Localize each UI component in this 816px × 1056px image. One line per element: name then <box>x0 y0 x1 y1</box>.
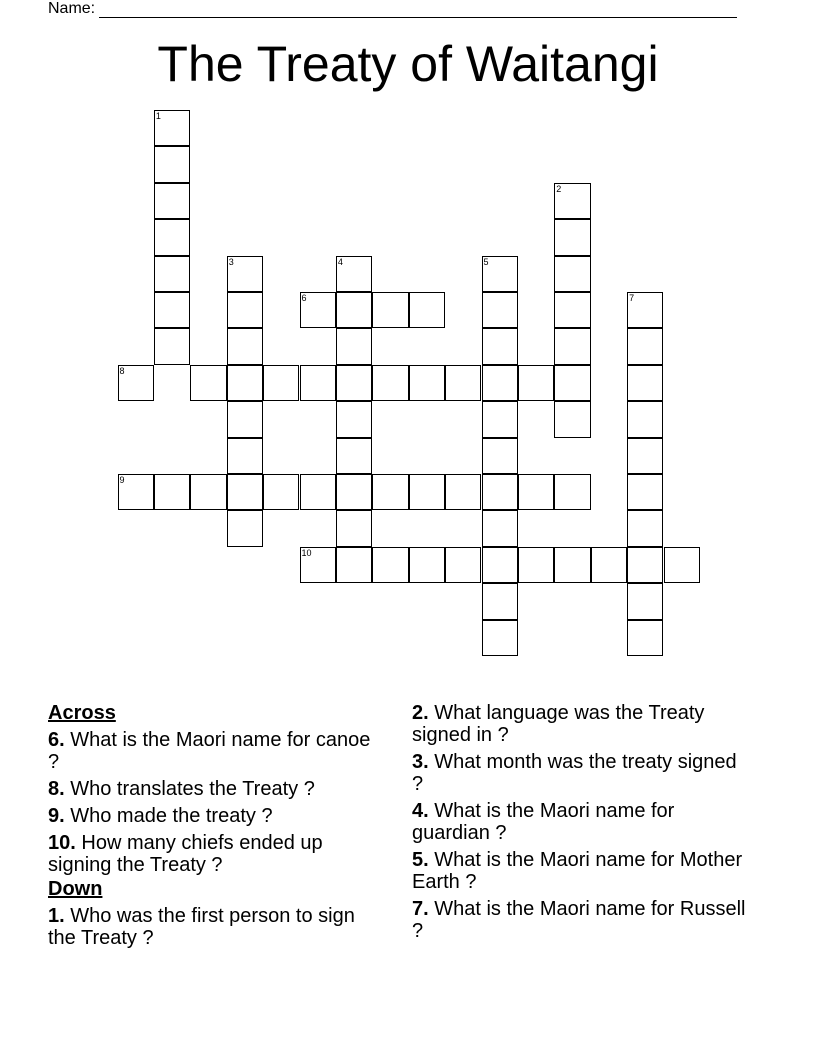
clue-across-6 <box>48 729 378 773</box>
crossword-cell[interactable] <box>482 438 518 474</box>
clue-text: What is the Maori name for Russell ? <box>412 898 746 942</box>
crossword-cell[interactable] <box>554 365 590 401</box>
crossword-cell[interactable] <box>300 474 336 510</box>
crossword-cell[interactable] <box>227 401 263 437</box>
clue-down-5 <box>412 849 752 893</box>
crossword-cell[interactable] <box>627 620 663 656</box>
crossword-cell[interactable] <box>118 474 154 510</box>
crossword-cell[interactable] <box>263 474 299 510</box>
crossword-cell[interactable] <box>554 219 590 255</box>
crossword-cell[interactable] <box>518 474 554 510</box>
clue-number: 4. <box>412 800 429 822</box>
crossword-cell[interactable] <box>554 328 590 364</box>
crossword-cell[interactable] <box>409 474 445 510</box>
crossword-cell[interactable] <box>263 365 299 401</box>
across-heading: Across <box>48 702 116 724</box>
clues-left-column <box>48 702 378 954</box>
clue-down-7 <box>412 898 752 942</box>
clue-number: 1. <box>48 905 65 927</box>
crossword-cell[interactable] <box>627 438 663 474</box>
crossword-cell[interactable] <box>300 365 336 401</box>
crossword-cell[interactable] <box>336 328 372 364</box>
cell-number: 8 <box>119 365 125 376</box>
crossword-cell[interactable] <box>300 547 336 583</box>
crossword-cell[interactable] <box>627 510 663 546</box>
crossword-cell[interactable] <box>482 620 518 656</box>
crossword-cell[interactable] <box>482 328 518 364</box>
cell-number: 4 <box>337 256 343 267</box>
crossword-cell[interactable] <box>518 365 554 401</box>
crossword-cell[interactable] <box>554 547 590 583</box>
clue-text: What language was the Treaty signed in ? <box>412 702 705 746</box>
clue-down-3 <box>412 751 752 795</box>
crossword-cell[interactable] <box>154 474 190 510</box>
crossword-cell[interactable] <box>118 365 154 401</box>
clue-text: What is the Maori name for canoe ? <box>48 729 371 773</box>
clue-across-8 <box>48 778 378 800</box>
clue-number: 6. <box>48 729 65 751</box>
cell-number: 10 <box>301 547 312 558</box>
clue-down-1 <box>48 905 378 949</box>
crossword-cell[interactable] <box>336 292 372 328</box>
clue-text: Who was the first person to sign the Treaty ? <box>48 905 355 949</box>
clue-across-9 <box>48 805 378 827</box>
clue-down-2 <box>412 702 752 746</box>
crossword-cell[interactable] <box>627 474 663 510</box>
clue-text: Who translates the Treaty ? <box>70 778 315 800</box>
clue-across-10 <box>48 832 378 876</box>
crossword-cell[interactable] <box>227 510 263 546</box>
crossword-cell[interactable] <box>627 583 663 619</box>
crossword-cell[interactable] <box>154 183 190 219</box>
crossword-cell[interactable] <box>664 547 700 583</box>
clue-text: What month was the treaty signed ? <box>412 751 737 795</box>
crossword-cell[interactable] <box>554 292 590 328</box>
crossword-cell[interactable] <box>591 547 627 583</box>
clue-number: 2. <box>412 702 429 724</box>
crossword-cell[interactable] <box>154 219 190 255</box>
crossword-cell[interactable] <box>336 256 372 292</box>
crossword-cell[interactable] <box>154 292 190 328</box>
cell-number: 5 <box>483 256 489 267</box>
crossword-cell[interactable] <box>336 474 372 510</box>
crossword-cell[interactable] <box>227 365 263 401</box>
crossword-cell[interactable] <box>336 365 372 401</box>
crossword-cell[interactable] <box>227 328 263 364</box>
crossword-cell[interactable] <box>190 365 226 401</box>
crossword-cell[interactable] <box>627 401 663 437</box>
crossword-cell[interactable] <box>627 365 663 401</box>
crossword-cell[interactable] <box>409 292 445 328</box>
crossword-cell[interactable] <box>482 583 518 619</box>
crossword-cell[interactable] <box>190 474 226 510</box>
crossword-cell[interactable] <box>482 474 518 510</box>
cell-number: 6 <box>301 293 307 303</box>
page-title: The Treaty of Waitangi <box>157 36 659 92</box>
cell-number: 7 <box>629 293 635 303</box>
clue-text: Who made the treaty ? <box>70 805 273 827</box>
crossword-cell[interactable] <box>154 328 190 364</box>
crossword-cell[interactable] <box>372 365 408 401</box>
clue-number: 5. <box>412 849 429 871</box>
crossword-cell[interactable] <box>627 547 663 583</box>
clue-text: What is the Maori name for Mother Earth ? <box>412 849 743 893</box>
crossword-cell[interactable] <box>336 510 372 546</box>
crossword-cell[interactable] <box>372 474 408 510</box>
crossword-cell[interactable] <box>627 328 663 364</box>
crossword-cell[interactable] <box>482 547 518 583</box>
crossword-cell[interactable] <box>409 547 445 583</box>
clue-number: 8. <box>48 778 65 800</box>
crossword-cell[interactable] <box>554 474 590 510</box>
crossword-cell[interactable] <box>300 292 336 328</box>
crossword-cell[interactable] <box>445 365 481 401</box>
crossword-cell[interactable] <box>482 510 518 546</box>
name-label: Name: <box>48 0 96 17</box>
clue-text: What is the Maori name for guardian ? <box>412 800 675 844</box>
crossword-cell[interactable] <box>336 547 372 583</box>
crossword-cell[interactable] <box>154 256 190 292</box>
crossword-cell[interactable] <box>154 146 190 182</box>
clues-right-column <box>412 702 752 947</box>
crossword-cell[interactable] <box>482 401 518 437</box>
crossword-cell[interactable] <box>518 547 554 583</box>
clue-number: 9. <box>48 805 65 827</box>
crossword-cell[interactable] <box>482 292 518 328</box>
crossword-cell[interactable] <box>336 401 372 437</box>
cell-number: 3 <box>228 256 234 267</box>
crossword-cell[interactable] <box>627 292 663 328</box>
crossword-cell[interactable] <box>482 365 518 401</box>
clue-text: How many chiefs ended up signing the Treaty ? <box>48 832 323 876</box>
cell-number: 2 <box>556 183 562 194</box>
crossword-cell[interactable] <box>227 292 263 328</box>
crossword-cell[interactable] <box>445 474 481 510</box>
crossword-cell[interactable] <box>372 292 408 328</box>
crossword-cell[interactable] <box>336 438 372 474</box>
crossword-cell[interactable] <box>554 256 590 292</box>
clue-down-4 <box>412 800 752 844</box>
crossword-cell[interactable] <box>372 547 408 583</box>
down-heading: Down <box>48 878 103 900</box>
crossword-cell[interactable] <box>154 110 190 146</box>
cell-number: 1 <box>155 111 161 121</box>
crossword-cell[interactable] <box>409 365 445 401</box>
cell-number: 9 <box>119 475 125 485</box>
clue-number: 3. <box>412 751 429 773</box>
crossword-cell[interactable] <box>227 474 263 510</box>
clue-number: 10. <box>48 832 76 854</box>
clue-number: 7. <box>412 898 429 920</box>
crossword-cell[interactable] <box>445 547 481 583</box>
crossword-cell[interactable] <box>554 183 590 219</box>
crossword-cell[interactable] <box>482 256 518 292</box>
crossword-cell[interactable] <box>227 438 263 474</box>
crossword-cell[interactable] <box>227 256 263 292</box>
crossword-cell[interactable] <box>554 401 590 437</box>
